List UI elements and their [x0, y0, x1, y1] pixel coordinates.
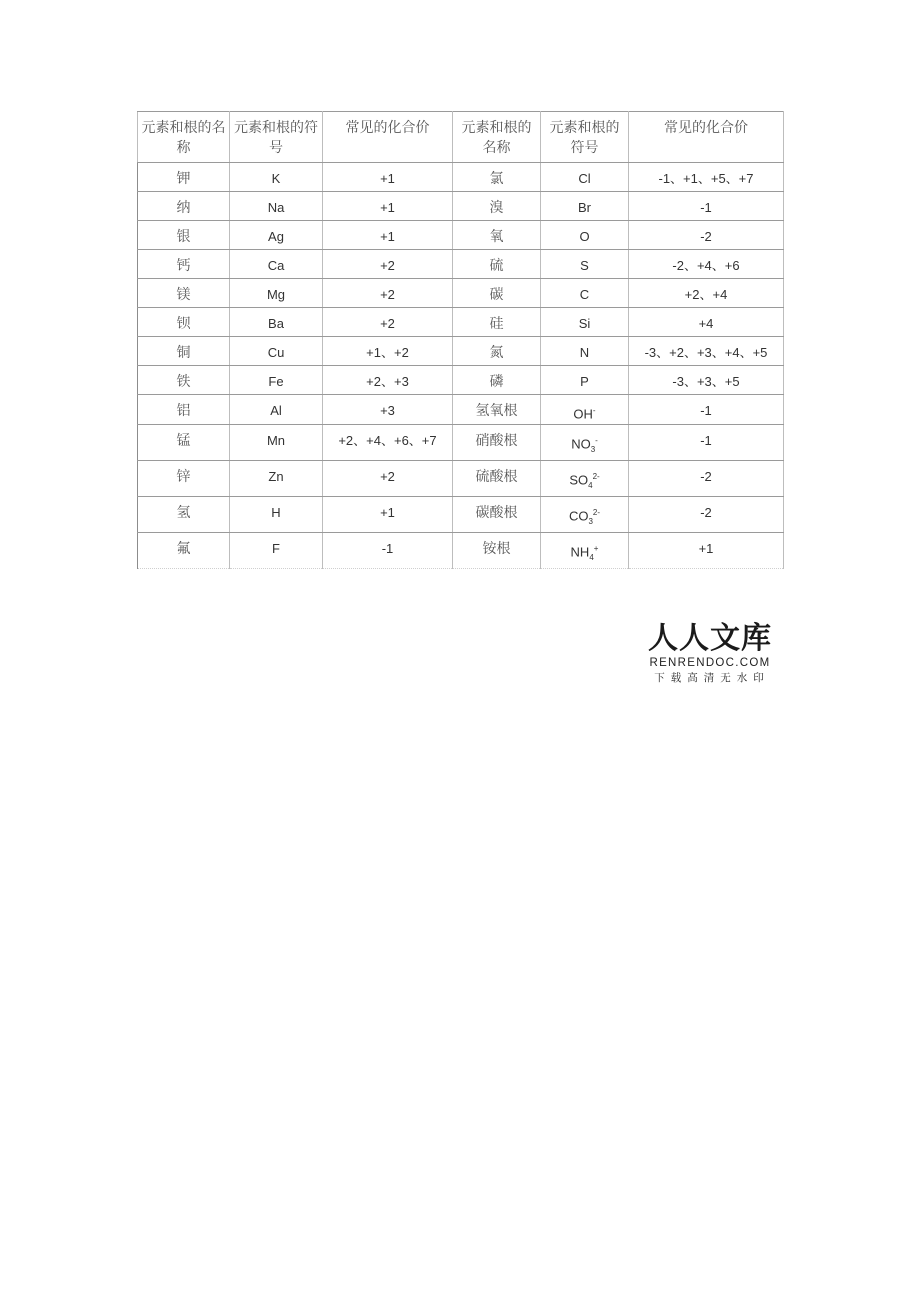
element-name [138, 497, 230, 533]
element-symbol [541, 250, 629, 279]
element-name [453, 279, 541, 308]
table-body [138, 163, 784, 569]
element-valence-text: +1 [380, 229, 395, 244]
element-valence-text: -2 [700, 505, 712, 521]
element-name [453, 308, 541, 337]
element-symbol [541, 279, 629, 308]
element-valence-text: +2 [380, 258, 395, 273]
element-name-text: 硫酸根 [475, 469, 518, 486]
symbol-subscript: 3 [590, 445, 596, 455]
element-valence-text: -3、+2、+3、+4、+5 [644, 345, 768, 360]
element-valence [323, 337, 453, 366]
element-valence [629, 425, 784, 461]
table-row [138, 366, 784, 395]
element-symbol [230, 250, 323, 279]
element-symbol-text: S [580, 258, 589, 273]
element-name [138, 337, 230, 366]
element-valence-text: -1 [700, 433, 712, 449]
element-symbol-text: H [271, 505, 281, 521]
element-valence [323, 308, 453, 337]
element-name-text: 镁 [176, 287, 191, 303]
element-name [453, 497, 541, 533]
element-symbol-text: Ba [268, 316, 284, 331]
element-symbol-text: N [579, 345, 590, 360]
element-symbol-text: CO [568, 508, 589, 524]
element-name-text: 铵根 [482, 541, 511, 558]
element-valence [629, 308, 784, 337]
element-valence [323, 497, 453, 533]
element-symbol [541, 308, 629, 337]
element-name-text: 钡 [176, 316, 191, 332]
element-name-text: 硅 [489, 316, 504, 332]
element-name-text: 碳酸根 [475, 505, 518, 522]
element-symbol [230, 308, 323, 337]
element-name [138, 163, 230, 192]
header-symbol-1: 元素和根的符号 [230, 112, 323, 163]
table-row [138, 497, 784, 533]
element-name-text: 氮 [489, 345, 504, 361]
element-symbol-text: Br [578, 200, 591, 215]
symbol-subscript: 4 [588, 481, 593, 491]
symbol-charge: - [595, 436, 598, 446]
element-symbol-text: SO [569, 472, 589, 488]
element-name [138, 279, 230, 308]
element-valence-text: -2、+4、+6 [672, 258, 740, 273]
element-valence [323, 250, 453, 279]
symbol-charge: - [592, 406, 596, 415]
element-valence [323, 163, 453, 192]
element-valence [323, 366, 453, 395]
table-row [138, 279, 784, 308]
element-valence-text: +2 [380, 469, 395, 485]
watermark-title: 人人文库 [648, 621, 772, 656]
element-valence-text: -1、+1、+5、+7 [658, 171, 754, 186]
element-valence-text: +2 [380, 316, 395, 331]
element-name-text: 磷 [489, 374, 504, 390]
element-valence-text: +2、+4、+6、+7 [338, 433, 437, 449]
table-row [138, 395, 784, 425]
element-valence [629, 337, 784, 366]
table-row [138, 250, 784, 279]
element-name [453, 395, 541, 425]
element-valence [629, 497, 784, 533]
element-symbol [230, 497, 323, 533]
table-row [138, 192, 784, 221]
header-valence-2: 常见的化合价 [629, 112, 784, 163]
table-row [138, 461, 784, 497]
element-name-text: 碳 [489, 287, 504, 303]
element-symbol-text: Cl [578, 171, 591, 186]
element-name-text: 锌 [176, 469, 191, 486]
element-name-text: 纳 [176, 200, 191, 216]
element-symbol [541, 461, 629, 497]
table-row [138, 163, 784, 192]
element-symbol-text: Fe [268, 374, 284, 389]
element-valence [629, 461, 784, 497]
element-name-text: 溴 [489, 200, 504, 216]
element-valence [629, 279, 784, 308]
element-name [453, 533, 541, 569]
element-symbol [230, 163, 323, 192]
header-name-1: 元素和根的名称 [138, 112, 230, 163]
element-name [453, 250, 541, 279]
element-symbol-text: Ca [267, 258, 285, 273]
element-valence [323, 425, 453, 461]
element-name-text: 氧 [489, 229, 504, 245]
header-valence-1: 常见的化合价 [323, 112, 453, 163]
element-valence [323, 533, 453, 569]
element-name [453, 425, 541, 461]
element-symbol [541, 192, 629, 221]
watermark-slogan: 下载高清无水印 [654, 672, 770, 684]
symbol-charge: 2- [592, 508, 601, 518]
element-name [453, 337, 541, 366]
element-symbol [230, 221, 323, 250]
element-symbol-text: Na [267, 200, 285, 215]
watermark-url: RENRENDOC.COM [649, 657, 771, 669]
element-valence [323, 461, 453, 497]
element-symbol-text: NH [570, 544, 590, 560]
element-symbol-text: Mn [266, 433, 286, 449]
element-name-text: 硝酸根 [475, 433, 518, 450]
element-valence [323, 192, 453, 221]
element-valence-text: +1 [380, 200, 395, 215]
element-valence-text: -1 [700, 200, 712, 215]
element-name-text: 锰 [176, 433, 191, 450]
element-name [453, 366, 541, 395]
table-row [138, 221, 784, 250]
symbol-charge: 2- [592, 472, 600, 482]
table-row [138, 337, 784, 366]
element-valence-text: +1 [380, 171, 395, 186]
element-name [138, 533, 230, 569]
element-valence-text: +2、+3 [366, 374, 409, 389]
element-symbol-text: F [272, 541, 280, 557]
element-symbol [230, 461, 323, 497]
element-valence [629, 366, 784, 395]
element-symbol-text: Al [270, 403, 282, 418]
element-name [138, 192, 230, 221]
element-name [138, 366, 230, 395]
element-valence [629, 250, 784, 279]
element-symbol-text: OH [573, 406, 593, 422]
element-symbol [230, 366, 323, 395]
element-symbol [541, 533, 629, 569]
element-symbol-text: NO [571, 436, 591, 452]
element-name [138, 308, 230, 337]
element-symbol [230, 192, 323, 221]
element-symbol-text: Zn [268, 469, 284, 485]
element-valence [629, 221, 784, 250]
header-name-2: 元素和根的名称 [453, 112, 541, 163]
element-valence [629, 163, 784, 192]
element-symbol-text: Mg [266, 287, 286, 302]
element-valence [629, 533, 784, 569]
element-name-text: 铁 [176, 374, 191, 390]
element-name [138, 250, 230, 279]
element-name-text: 银 [176, 229, 191, 245]
table-row [138, 533, 784, 569]
element-name-text: 钾 [176, 171, 191, 187]
element-name-text: 氢 [176, 505, 191, 522]
element-valence-text: +4 [698, 316, 714, 331]
element-valence-text: +1 [380, 505, 395, 521]
element-valence [323, 395, 453, 425]
element-name-text: 铝 [176, 403, 191, 419]
element-valence-text: +1、+2 [366, 345, 409, 360]
element-name-text: 铜 [176, 345, 191, 361]
element-valence [629, 395, 784, 425]
element-symbol [230, 395, 323, 425]
table-header-row [138, 112, 784, 163]
element-name-text: 钙 [176, 258, 191, 274]
element-valence-text: +3 [380, 403, 395, 418]
element-symbol [541, 425, 629, 461]
element-valence [323, 279, 453, 308]
element-name [453, 461, 541, 497]
element-name [138, 221, 230, 250]
element-valence [629, 192, 784, 221]
valence-table [137, 111, 784, 569]
element-valence-text: -1 [381, 541, 394, 557]
element-symbol-text: P [580, 374, 589, 389]
element-name-text: 氟 [176, 541, 191, 558]
table-row [138, 425, 784, 461]
element-symbol [541, 163, 629, 192]
element-symbol [230, 533, 323, 569]
element-symbol-text: O [579, 229, 590, 244]
element-valence-text: +1 [698, 541, 714, 557]
element-symbol-text: Ag [268, 229, 284, 244]
element-symbol [230, 337, 323, 366]
element-symbol [541, 366, 629, 395]
element-symbol [541, 497, 629, 533]
element-symbol [541, 221, 629, 250]
element-symbol-text: Si [578, 316, 591, 331]
element-name [453, 163, 541, 192]
element-valence-text: +2、+4 [684, 287, 728, 302]
element-name [453, 221, 541, 250]
element-name-text: 氢氧根 [475, 403, 518, 419]
symbol-subscript: 3 [588, 517, 593, 527]
symbol-charge: + [593, 544, 599, 554]
symbol-subscript: 4 [589, 553, 594, 563]
element-symbol [230, 279, 323, 308]
header-symbol-2: 元素和根的符号 [541, 112, 629, 163]
element-valence-text: -2 [700, 229, 712, 244]
element-valence-text: -3、+3、+5 [672, 374, 740, 389]
element-symbol [541, 395, 629, 425]
element-valence-text: -1 [700, 403, 712, 418]
element-name-text: 硫 [489, 258, 504, 274]
element-valence-text: -2 [700, 469, 712, 485]
element-symbol-text: K [271, 171, 281, 186]
element-symbol-text: C [579, 287, 590, 302]
element-name-text: 氯 [489, 171, 504, 187]
table-row [138, 308, 784, 337]
element-valence-text: +2 [380, 287, 395, 302]
element-name [453, 192, 541, 221]
element-name [138, 395, 230, 425]
element-symbol-text: Cu [267, 345, 285, 360]
watermark-logo [648, 622, 772, 686]
element-valence [323, 221, 453, 250]
element-symbol [230, 425, 323, 461]
element-symbol [541, 337, 629, 366]
element-name [138, 461, 230, 497]
element-name [138, 425, 230, 461]
